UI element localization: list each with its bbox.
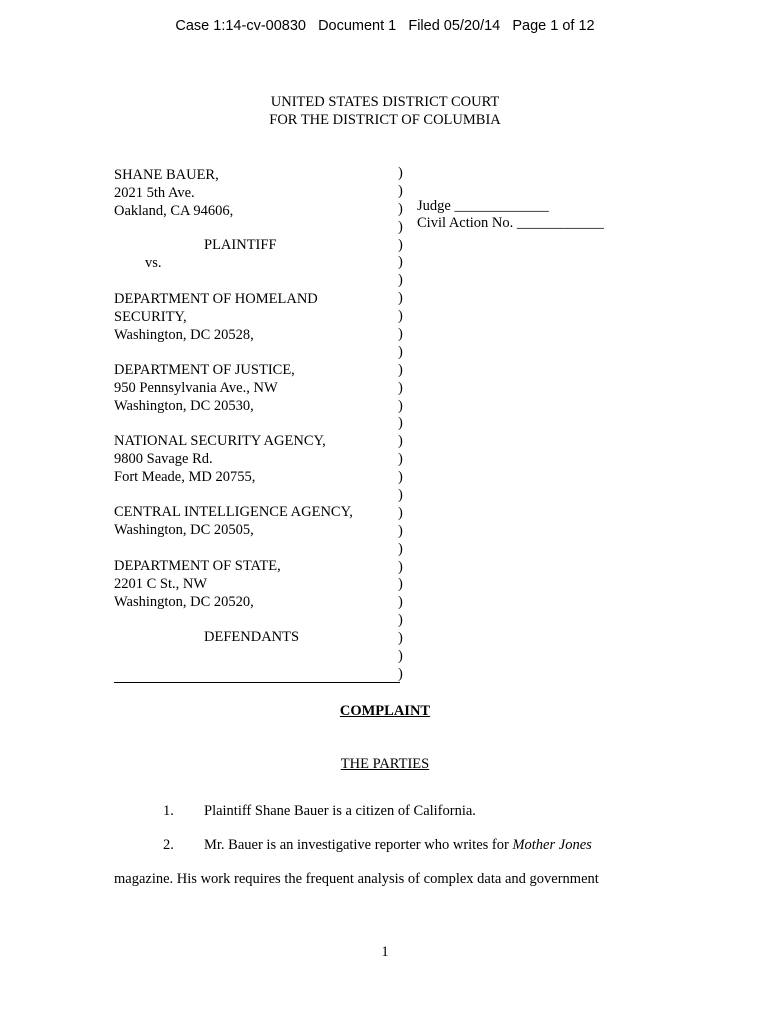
paragraph-number: 1. [163,803,174,819]
paren: ) [398,326,403,343]
paragraph-text [204,836,592,854]
paragraph-text: Plaintiff Shane Bauer is a citizen of California. [204,803,476,819]
paren: ) [398,522,403,539]
plaintiff-block [114,166,233,220]
defendant-address: Washington, DC 20520, [114,594,254,610]
plaintiff-name: SHANE BAUER, [114,167,219,183]
court-district: FOR THE DISTRICT OF COLUMBIA [269,112,501,128]
paren: ) [398,576,403,593]
paren: ) [398,487,403,504]
defendant-name-cont: SECURITY, [114,309,187,325]
paren: ) [398,504,403,521]
paren: ) [398,182,403,199]
paren: ) [398,236,403,253]
civil-action-line: Civil Action No. ____________ [417,215,604,231]
paren: ) [398,200,403,217]
defendant-dos [114,557,281,611]
defendant-cia [114,503,353,539]
paragraph-text-main: Mr. Bauer is an investigative reporter who writes for [204,837,513,853]
defendant-street: 2201 C St., NW [114,576,208,592]
page-of-pages: Page 1 of 12 [512,18,595,34]
defendant-address: Washington, DC 20528, [114,327,254,343]
complaint-title: COMPLAINT [339,703,431,719]
paren: ) [398,648,403,665]
defendant-address: Fort Meade, MD 20755, [114,469,256,485]
caption-paren-column [398,165,403,684]
filing-header [0,18,770,34]
paren: ) [398,594,403,611]
caption-divider [114,682,400,683]
section-title: THE PARTIES [340,756,430,772]
case-number: Case 1:14-cv-00830 [175,18,306,34]
defendant-dhs [114,290,318,344]
paren: ) [398,558,403,575]
paragraph-continuation: magazine. His work requires the frequent analysis of complex data and government [114,871,599,887]
paren: ) [398,343,403,360]
paren: ) [398,379,403,396]
paren: ) [398,308,403,325]
publication-name: Mother Jones [512,837,592,853]
paren: ) [398,272,403,289]
document-number: Document 1 [318,18,397,34]
defendant-doj [114,361,295,415]
defendant-name: DEPARTMENT OF JUSTICE, [114,362,295,378]
judge-line: Judge _____________ [417,198,549,214]
plaintiff-city: Oakland, CA 94606, [114,203,234,219]
paren: ) [398,540,403,557]
paren: ) [398,290,403,307]
paren: ) [398,451,403,468]
defendants-role: DEFENDANTS [204,629,300,645]
paren: ) [398,165,403,181]
paren: ) [398,397,403,414]
paren: ) [398,254,403,271]
defendant-street: 950 Pennsylvania Ave., NW [114,380,278,396]
paren: ) [398,415,403,432]
paren: ) [398,612,403,629]
defendant-name: DEPARTMENT OF STATE, [114,558,281,574]
versus-label: vs. [145,255,162,271]
defendant-street: 9800 Savage Rd. [114,451,213,467]
defendant-address: Washington, DC 20505, [114,522,254,538]
paren: ) [398,218,403,235]
filed-date: Filed 05/20/14 [408,18,501,34]
plaintiff-role: PLAINTIFF [204,237,277,253]
defendant-address: Washington, DC 20530, [114,398,254,414]
defendant-name: DEPARTMENT OF HOMELAND [114,291,318,307]
court-name: UNITED STATES DISTRICT COURT [270,94,500,110]
defendant-nsa [114,432,326,486]
paragraph-number: 2. [163,837,174,853]
page-number: 1 [381,944,389,960]
defendant-name: NATIONAL SECURITY AGENCY, [114,433,326,449]
paren: ) [398,630,403,647]
paren: ) [398,665,403,682]
plaintiff-street: 2021 5th Ave. [114,185,195,201]
defendant-name: CENTRAL INTELLIGENCE AGENCY, [114,504,353,520]
paren: ) [398,433,403,450]
paren: ) [398,469,403,486]
paren: ) [398,361,403,378]
